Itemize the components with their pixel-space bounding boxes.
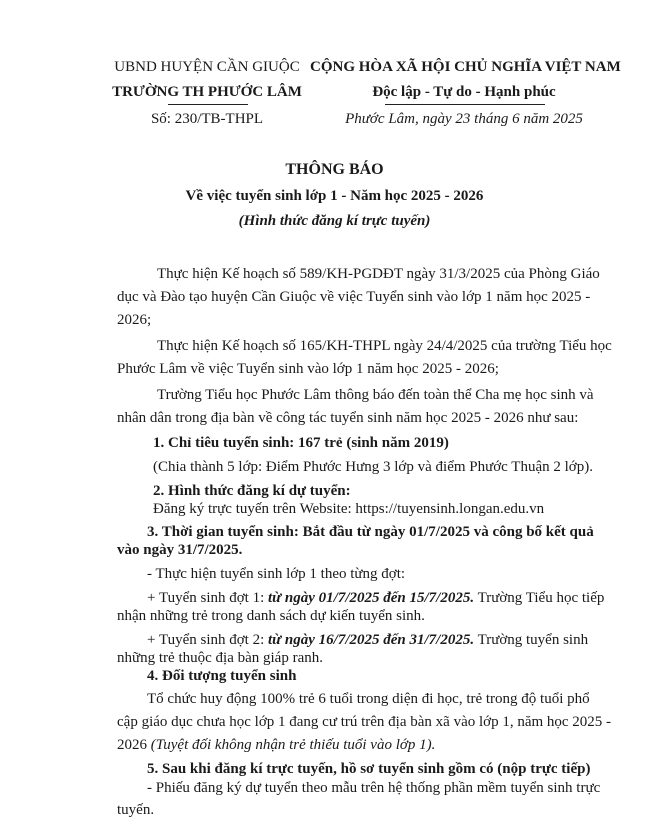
section4-heading: 4. Đối tượng tuyển sinh — [147, 668, 297, 684]
section2-heading: 2. Hình thức đăng kí dự tuyển: — [153, 483, 351, 499]
section3-round2-line1 — [147, 632, 588, 649]
document-subtitle: Về việc tuyển sinh lớp 1 - Năm học 2025 - 2026 — [185, 188, 484, 204]
intro-p3-line1: Trường Tiểu học Phước Lâm thông báo đến toàn thể Cha mẹ học sinh và — [157, 387, 594, 403]
round1-suffix: Trường Tiểu học tiếp — [474, 590, 605, 606]
document-title: THÔNG BÁO — [285, 161, 384, 178]
round2-prefix: + Tuyển sinh đợt 2: — [147, 632, 269, 648]
motto-underline — [385, 104, 545, 105]
section1-heading: 1. Chỉ tiêu tuyển sinh: 167 trẻ (sinh năm 2019) — [153, 435, 449, 451]
school-name: TRƯỜNG TH PHƯỚC LÂM — [112, 84, 302, 100]
section4-year: 2026 — [117, 737, 151, 753]
section2-detail: Đăng ký trực tuyến trên Website: https://tuyensinh.longan.edu.vn — [153, 501, 545, 517]
section5-line2: tuyến. — [117, 802, 155, 818]
intro-p2-line2: Phước Lâm về việc Tuyển sinh vào lớp 1 năm học 2025 - 2026; — [117, 361, 499, 377]
section4-line1: Tổ chức huy động 100% trẻ 6 tuổi trong diện đi học, trẻ trong độ tuổi phổ — [147, 691, 590, 707]
intro-p1-line2: dục và Đào tạo huyện Cần Giuộc về việc Tuyển sinh vào lớp 1 năm học 2025 - — [117, 289, 591, 305]
intro-p1-line3: 2026; — [117, 312, 152, 328]
section5-heading: 5. Sau khi đăng kí trực tuyến, hồ sơ tuyển sinh gồm có (nộp trực tiếp) — [147, 761, 591, 777]
national-motto: Độc lập - Tự do - Hạnh phúc — [372, 84, 556, 100]
intro-p1-line1: Thực hiện Kế hoạch số 589/KH-PGDĐT ngày 31/3/2025 của Phòng Giáo — [157, 266, 600, 282]
intro-p2-line1: Thực hiện Kế hoạch số 165/KH-THPL ngày 24/4/2025 của trường Tiểu học — [157, 338, 612, 354]
round2-suffix: Trường tuyển sinh — [474, 632, 589, 648]
section3-intro-line: - Thực hiện tuyển sinh lớp 1 theo từng đợt: — [147, 566, 406, 582]
round1-dates: từ ngày 01/7/2025 đến 15/7/2025. — [268, 590, 475, 606]
registration-form-note: (Hình thức đăng kí trực tuyến) — [238, 213, 431, 229]
document-number: Số: 230/TB-THPL — [150, 111, 264, 127]
intro-p3-line2: nhân dân trong địa bàn về công tác tuyển sinh năm học 2025 - 2026 như sau: — [117, 410, 579, 426]
section3-heading-line1: 3. Thời gian tuyển sinh: Bắt đầu từ ngày 01/7/2025 và công bố kết quả — [147, 524, 594, 540]
place-date: Phước Lâm, ngày 23 tháng 6 năm 2025 — [345, 111, 583, 127]
school-underline — [168, 104, 248, 105]
section5-line1: - Phiếu đăng ký dự tuyển theo mẫu trên hệ thống phần mềm tuyển sinh trực — [147, 780, 601, 796]
section3-round1-line2: nhận những trẻ trong danh sách dự kiến tuyển sinh. — [117, 608, 425, 624]
round2-dates: từ ngày 16/7/2025 đến 31/7/2025. — [268, 632, 475, 648]
section3-round2-line2: những trẻ thuộc địa bàn giáp ranh. — [117, 650, 323, 666]
issuing-org: UBND HUYỆN CẦN GIUỘC — [114, 59, 300, 75]
national-title: CỘNG HÒA XÃ HỘI CHỦ NGHĨA VIỆT NAM — [310, 59, 621, 75]
section3-round1-line1 — [147, 590, 604, 607]
section3-heading-line2: vào ngày 31/7/2025. — [117, 542, 243, 558]
section1-detail: (Chia thành 5 lớp: Điểm Phước Hưng 3 lớp và điểm Phước Thuận 2 lớp). — [153, 459, 593, 475]
round1-prefix: + Tuyển sinh đợt 1: — [147, 590, 269, 606]
section4-line2: cập giáo dục chưa học lớp 1 đang cư trú trên địa bàn xã vào lớp 1, năm học 2025 - — [117, 714, 612, 730]
section4-note: (Tuyệt đối không nhận trẻ thiếu tuổi vào lớp 1). — [150, 737, 436, 753]
section4-line3 — [117, 737, 435, 754]
